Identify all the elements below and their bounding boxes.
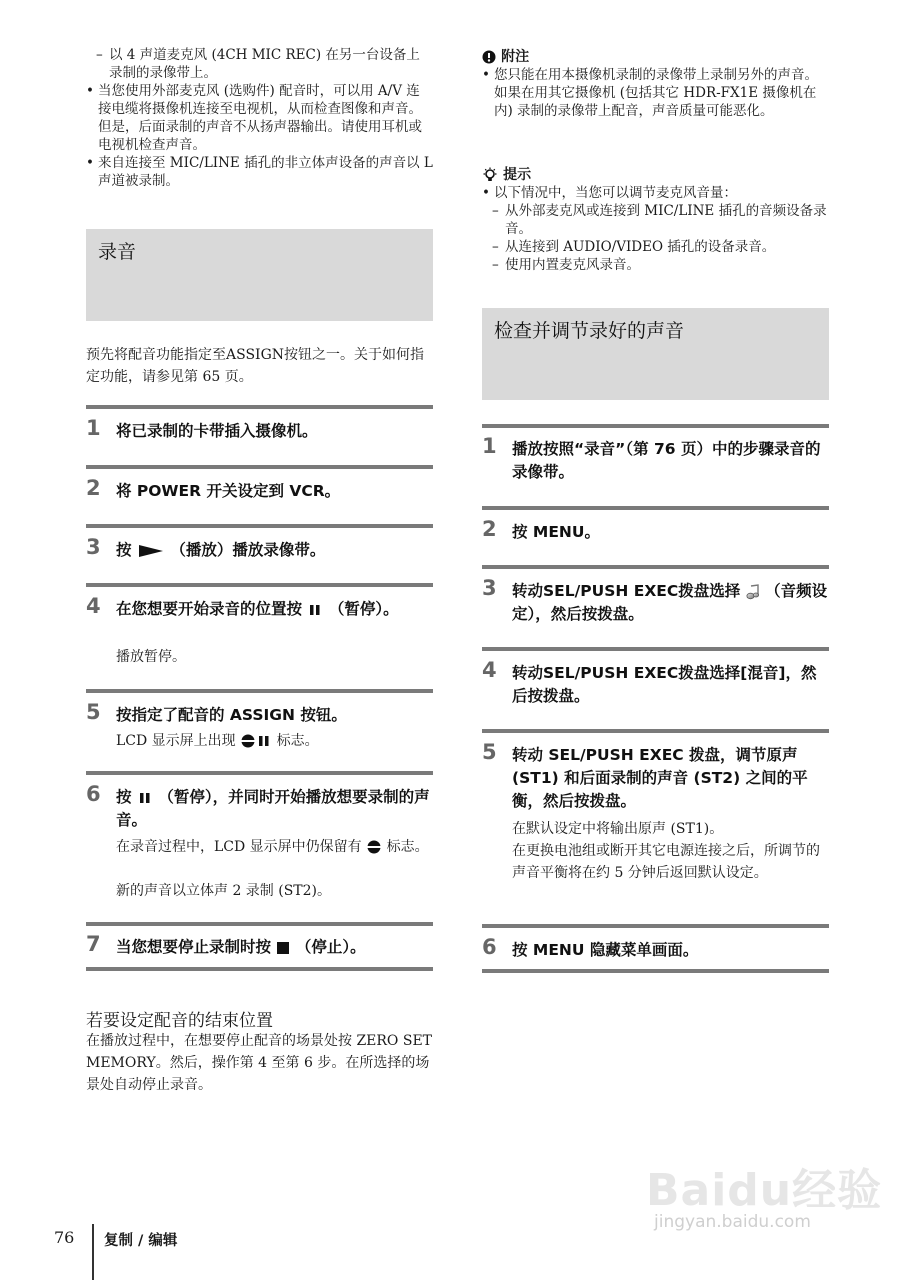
step-rule — [86, 967, 433, 971]
step-subtext: 在更换电池组或断开其它电源连接之后，所调节的声音平衡将在约 5 分钟后返回默认设定。 — [512, 843, 820, 881]
dub-mark-icon — [366, 840, 382, 854]
step-text-part: （暂停），并同时开始播放想要录制的声音。 — [116, 788, 430, 829]
step-number: 1 — [482, 434, 497, 458]
step-text-part: （暂停）。 — [328, 600, 399, 618]
note-bullet-item: • 您只能在用本摄像机录制的录像带上录制另外的声音。如果在用其它摄像机 (包括其它 HDR-FX1E 摄像机在内) 录制的录像带上配音，声音质量可能恶化。 — [482, 66, 829, 120]
step-number: 1 — [86, 416, 101, 440]
tip-block — [482, 164, 829, 274]
step-rule — [86, 524, 433, 528]
pause-icon — [137, 791, 153, 805]
step-number: 7 — [86, 932, 101, 956]
note-dash-item: – 以 4 声道麦克风 (4CH MIC REC) 在另一台设备上录制的录像带上。 — [86, 46, 433, 82]
step-rule — [86, 922, 433, 926]
step-text: 按 MENU。 — [512, 523, 600, 541]
step-rule — [482, 729, 829, 733]
watermark-url: jingyan.baidu.com — [654, 1212, 811, 1232]
step-text-part: （播放）播放录像带。 — [170, 541, 326, 559]
section-title: 录音 — [98, 241, 137, 263]
subheading: 若要设定配音的结束位置 — [86, 1011, 273, 1031]
section-header-recording — [86, 229, 433, 321]
subtext-part: 标志。 — [276, 733, 319, 749]
step-number: 6 — [86, 782, 101, 806]
watermark — [646, 1150, 883, 1245]
note-heading — [482, 46, 829, 66]
note-bullet-item: • 当您使用外部麦克风 (选购件) 配音时，可以用 A/V 连接电缆将摄像机连接至电视机，从而检查图像和声音。但是，后面录制的声音不从扬声器输出。请使用耳机或电视机检查声音。 — [86, 82, 433, 154]
step-rule — [482, 924, 829, 928]
step-rule — [86, 771, 433, 775]
tip-bullet-item: • 以下情况中，当您可以调节麦克风音量： — [482, 184, 829, 202]
tip-heading-label: 提示 — [503, 167, 532, 183]
music-note-icon — [746, 584, 760, 600]
tip-dash-item: – 使用内置麦克风录音。 — [482, 256, 829, 274]
step-text — [116, 786, 433, 832]
stop-icon — [276, 941, 290, 955]
subtext-part: 标志。 — [386, 839, 429, 855]
note-block — [482, 46, 829, 120]
top-notes — [86, 46, 433, 190]
step-text-part: （音频设定），然后按拨盘。 — [512, 582, 828, 623]
step-text: 按指定了配音的 ASSIGN 按钮。 — [116, 706, 347, 724]
pause-icon — [307, 603, 323, 617]
step-rule — [86, 465, 433, 469]
step-number: 3 — [86, 535, 101, 559]
step-text: 将 POWER 开关设定到 VCR。 — [116, 482, 341, 500]
step-number: 3 — [482, 576, 497, 600]
step-text: 转动 SEL/PUSH EXEC 拨盘，调节原声 (ST1) 和后面录制的声音 (ST2) 之间的平衡，然后按拨盘。 — [512, 746, 808, 810]
step-text-part: 当您想要停止录制时按 — [116, 938, 272, 956]
step-number: 4 — [86, 594, 101, 618]
step-text-part: 按 — [116, 788, 132, 806]
step-number: 4 — [482, 658, 497, 682]
tip-bulb-icon — [482, 167, 498, 183]
step-text — [116, 598, 433, 621]
step-number: 6 — [482, 935, 497, 959]
step-rule — [86, 689, 433, 693]
step-text: 转动SEL/PUSH EXEC拨盘选择[混音]，然后按拨盘。 — [512, 664, 817, 705]
tip-dash-item: – 从连接到 AUDIO/VIDEO 插孔的设备录音。 — [482, 238, 829, 256]
step-rule — [86, 405, 433, 409]
step-number: 5 — [86, 700, 101, 724]
step-text-part: （停止）。 — [295, 938, 366, 956]
play-icon — [137, 544, 165, 558]
step-text — [116, 539, 433, 562]
tip-heading — [482, 164, 829, 184]
page-number: 76 — [54, 1228, 75, 1247]
step-rule — [482, 506, 829, 510]
step-subtext: 播放暂停。 — [116, 649, 186, 665]
footer-divider — [92, 1224, 94, 1280]
note-icon — [482, 50, 496, 64]
step-text-part: 按 — [116, 541, 132, 559]
dub-mark-icon — [240, 734, 272, 748]
tip-dash-item: – 从外部麦克风或连接到 MIC/LINE 插孔的音频设备录音。 — [482, 202, 829, 238]
note-bullet-item: • 来自连接至 MIC/LINE 插孔的非立体声设备的声音以 L 声道被录制。 — [86, 154, 433, 190]
step-rule — [482, 647, 829, 651]
step-text: 将已录制的卡带插入摄像机。 — [116, 422, 318, 440]
step-text-part: 转动SEL/PUSH EXEC拨盘选择 — [512, 582, 741, 600]
footer-section-label: 复制 / 编辑 — [104, 1233, 178, 1249]
step-rule — [482, 565, 829, 569]
step-number: 5 — [482, 740, 497, 764]
step-subtext: 新的声音以立体声 2 录制 (ST2)。 — [116, 883, 332, 899]
subtext-part: 在录音过程中，LCD 显示屏中仍保留有 — [116, 839, 362, 855]
step-rule — [482, 424, 829, 428]
subtext-part: LCD 显示屏上出现 — [116, 733, 236, 749]
intro-paragraph: 预先将配音功能指定至ASSIGN按钮之一。关于如何指定功能，请参见第 65 页。 — [86, 347, 425, 385]
step-number: 2 — [482, 517, 497, 541]
step-text: 播放按照“录音”（第 76 页）中的步骤录音的录像带。 — [512, 440, 821, 481]
step-subtext: 在默认设定中将输出原声 (ST1)。 — [512, 821, 724, 837]
section-header-check-audio — [482, 308, 829, 400]
step-subtext — [116, 730, 433, 752]
step-number: 2 — [86, 476, 101, 500]
sub-paragraph: 在播放过程中，在想要停止配音的场景处按 ZERO SET MEMORY。然后，操作第 4 至第 6 步。在所选择的场景处自动停止录音。 — [86, 1033, 433, 1093]
step-text — [116, 936, 433, 959]
note-heading-label: 附注 — [501, 49, 530, 65]
step-rule — [482, 969, 829, 973]
watermark-logo: Baidu经验 — [646, 1165, 883, 1216]
section-title: 检查并调节录好的声音 — [494, 320, 685, 342]
step-text-part: 在您想要开始录音的位置按 — [116, 600, 303, 618]
step-rule — [86, 583, 433, 587]
step-text — [512, 580, 829, 626]
step-text: 按 MENU 隐藏菜单画面。 — [512, 941, 699, 959]
step-subtext — [116, 836, 433, 858]
